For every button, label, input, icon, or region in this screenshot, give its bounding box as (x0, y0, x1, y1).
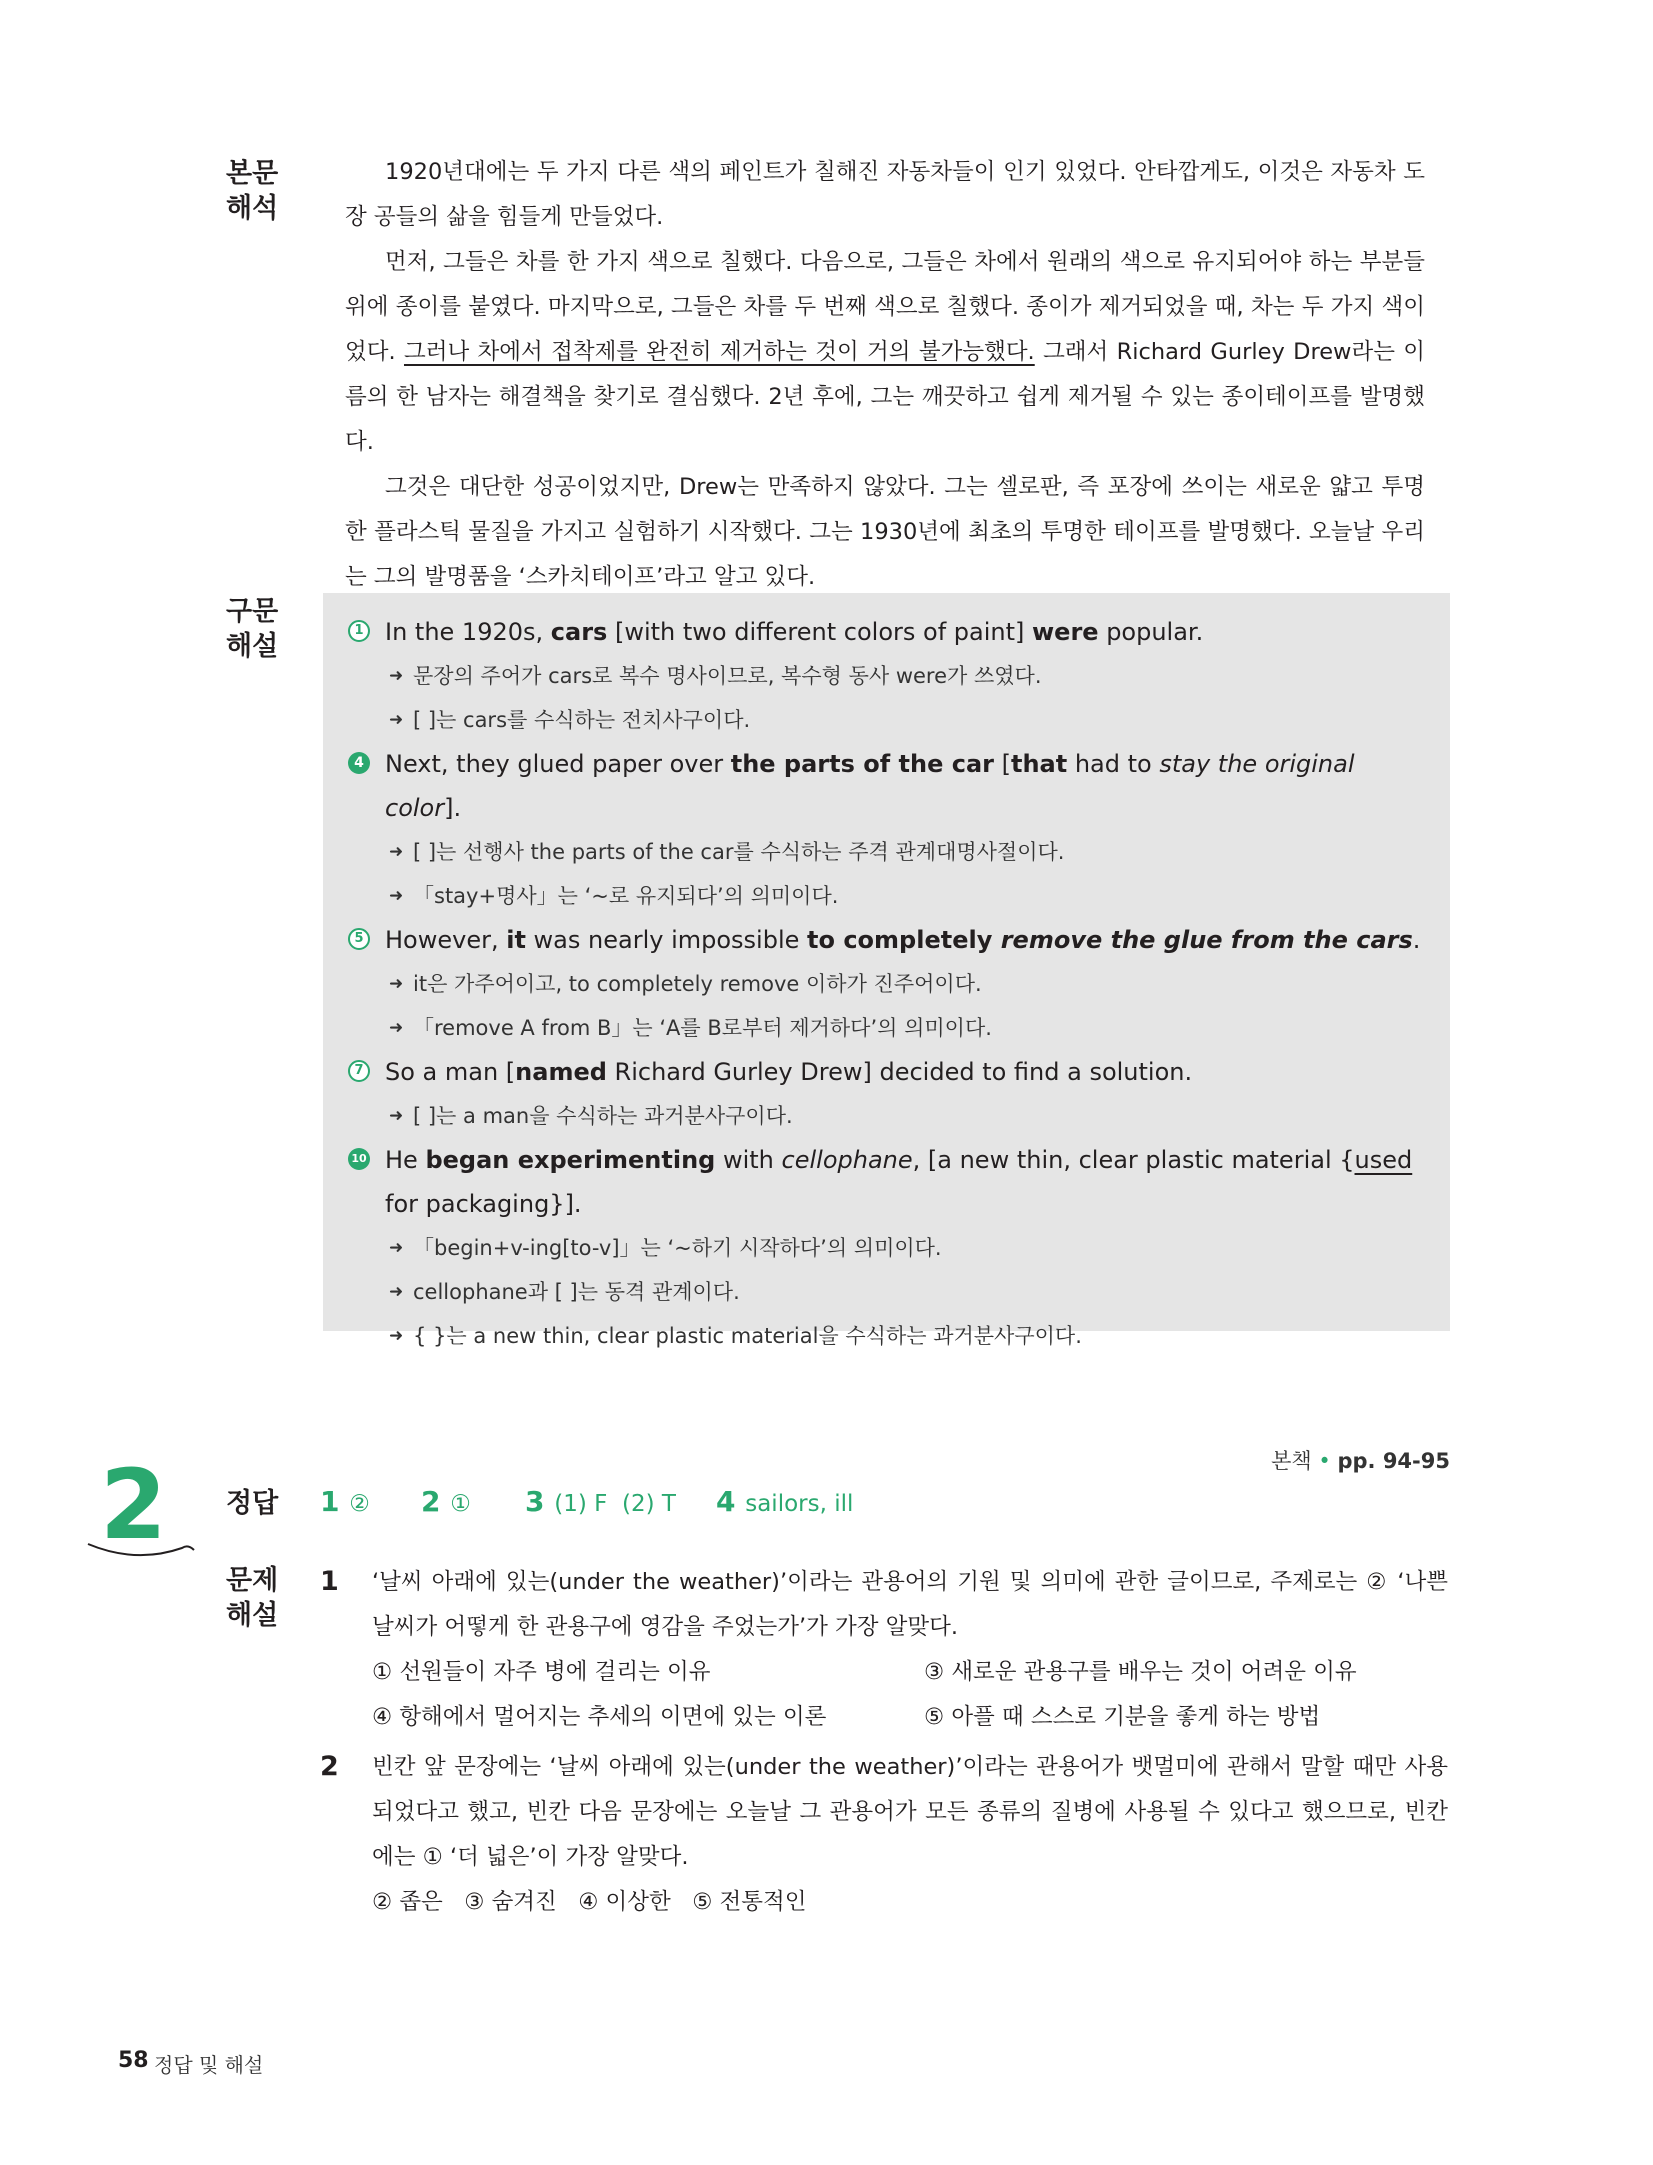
option: ④ 항해에서 멀어지는 추세의 이면에 있는 이론 (372, 1704, 827, 1730)
label-line: 문제 (226, 1565, 279, 1596)
grammar-item: 1 In the 1920s, cars [with two different colors of paint] were popular. (343, 610, 1433, 654)
grammar-note: ➜ 「remove A from B」는 ‘A를 B로부터 제거하다’의 의미이다. (343, 1006, 1433, 1050)
footer-text: 정답 및 해설 (154, 2053, 264, 2077)
label-line: 해석 (226, 193, 279, 224)
arrow-icon: ➜ (389, 1106, 404, 1126)
circled-number: 7 (348, 1060, 370, 1082)
grammar-note: ➜ 문장의 주어가 cars로 복수 명사이므로, 복수형 동사 were가 쓰였다. (343, 654, 1433, 698)
translation-body (345, 150, 1425, 600)
grammar-list (343, 610, 1433, 1358)
arrow-icon: ➜ (389, 974, 404, 994)
translation-label (226, 156, 296, 226)
answer-item: 1 ② (320, 1485, 370, 1518)
grammar-item: 4 Next, they glued paper over the parts of the car [that had to stay the original color]. (343, 742, 1433, 830)
option: ③ 새로운 관용구를 배우는 것이 어려운 이유 (924, 1659, 1357, 1685)
label-line: 해설 (226, 1600, 279, 1631)
arrow-icon: ➜ (389, 1326, 404, 1346)
grammar-item: 7 So a man [named Richard Gurley Drew] decided to find a solution. (343, 1050, 1433, 1094)
arrow-icon: ➜ (389, 666, 404, 686)
grammar-note: ➜ [ ]는 cars를 수식하는 전치사구이다. (343, 698, 1433, 742)
answer-item: 2 ① (421, 1485, 471, 1518)
question-number: 2 (320, 1751, 339, 1782)
arrow-icon: ➜ (389, 1282, 404, 1302)
underlined-sentence: 그러나 차에서 접착제를 완전히 제거하는 것이 거의 불가능했다. (403, 339, 1035, 365)
arrow-icon: ➜ (389, 886, 404, 906)
translation-paragraph: 그것은 대단한 성공이었지만, Drew는 만족하지 않았다. 그는 셀로판, 즉 포장에 쓰이는 새로운 얇고 투명한 플라스틱 물질을 가지고 실험하기 시작했다. 그는 1930년에 최초의 투명한 테이프를 발명했다. 오늘날 우리는 그의 발명품을 ‘스카치테이프’라고 알고 있다. (345, 474, 1425, 590)
grammar-note: ➜ { }는 a new thin, clear plastic material을 수식하는 과거분사구이다. (343, 1314, 1433, 1358)
arrow-icon: ➜ (389, 1018, 404, 1038)
option: ⑤ 아플 때 스스로 기분을 좋게 하는 방법 (924, 1704, 1321, 1730)
label-line: 구문 (226, 596, 279, 627)
arrow-icon: ➜ (389, 1238, 404, 1258)
grammar-item: 5 However, it was nearly impossible to completely remove the glue from the cars. (343, 918, 1433, 962)
page-number: 58 (118, 2048, 149, 2073)
grammar-note: ➜ [ ]는 선행사 the parts of the car를 수식하는 주격 관계대명사절이다. (343, 830, 1433, 874)
translation-paragraph: 먼저, 그들은 차를 한 가지 색으로 칠했다. 다음으로, 그들은 차에서 원래의 색으로 유지되어야 하는 부분들 위에 종이를 붙였다. 마지막으로, 그들은 차를 두 번째 색으로 칠했다. 종이가 제거되었을 때, 차는 두 가지 색이었다. 그러나 차에서 접착제를 완전히 제거하는 것이 거의 불가능했다. 그래서 Richard Gurley Drew라는 이름의 한 남자는 해결책을 찾기로 결심했다. 2년 후에, 그는 깨끗하고 쉽게 제거될 수 있는 종이테이프를 발명했다. (345, 249, 1426, 455)
circled-number: 4 (348, 752, 370, 774)
label-line: 해설 (226, 631, 279, 662)
section-number: 2 (100, 1449, 167, 1561)
grammar-note: ➜ it은 가주어이고, to completely remove 이하가 진주어이다. (343, 962, 1433, 1006)
answer-item: 4 sailors, ill (716, 1485, 854, 1518)
circled-number: 10 (348, 1148, 370, 1170)
grammar-label (226, 594, 296, 664)
page-reference: 본책 • pp. 94-95 (1271, 1449, 1450, 1473)
circled-number: 5 (348, 928, 370, 950)
section-number-swoosh (86, 1538, 196, 1560)
answer-item: 3 (1) F (2) T (525, 1485, 676, 1518)
translation-paragraph: 1920년대에는 두 가지 다른 색의 페인트가 칠해진 자동차들이 인기 있었다. 안타깝게도, 이것은 자동차 도장 공들의 삶을 힘들게 만들었다. (345, 159, 1425, 230)
question-number: 1 (320, 1566, 339, 1597)
answer-label: 정답 (226, 1488, 279, 1519)
grammar-note: ➜ cellophane과 [ ]는 동격 관계이다. (343, 1270, 1433, 1314)
label-line: 본문 (226, 158, 279, 189)
question-explanation: 빈칸 앞 문장에는 ‘날씨 아래에 있는(under the weather)’이라는 관용어가 뱃멀미에 관해서 말할 때만 사용되었다고 했고, 빈칸 다음 문장에는 오늘날 그 관용어가 모든 종류의 질병에 사용될 수 있다고 했으므로, 빈칸에는 ① ‘더 넓은’이 가장 알맞다. (372, 1754, 1448, 1870)
grammar-note: ➜ 「stay+명사」는 ‘~로 유지되다’의 의미이다. (343, 874, 1433, 918)
arrow-icon: ➜ (389, 710, 404, 730)
arrow-icon: ➜ (389, 842, 404, 862)
grammar-note: ➜ [ ]는 a man을 수식하는 과거분사구이다. (343, 1094, 1433, 1138)
circled-number: 1 (348, 620, 370, 642)
option-list: ② 좁은 ③ 숨겨진 ④ 이상한 ⑤ 전통적인 (372, 1889, 807, 1915)
grammar-item: 10 He began experimenting with cellophane, [a new thin, clear plastic material {used for packaging}]. (343, 1138, 1433, 1226)
option: ① 선원들이 자주 병에 걸리는 이유 (372, 1659, 711, 1685)
question-explanation: ‘날씨 아래에 있는(under the weather)’이라는 관용어의 기원 및 의미에 관한 글이므로, 주제로는 ② ‘나쁜 날씨가 어떻게 한 관용구에 영감을 주었는가’가 가장 알맞다. (372, 1569, 1448, 1640)
explanation-label (226, 1563, 296, 1633)
grammar-note: ➜ 「begin+v-ing[to-v]」는 ‘~하기 시작하다’의 의미이다. (343, 1226, 1433, 1270)
